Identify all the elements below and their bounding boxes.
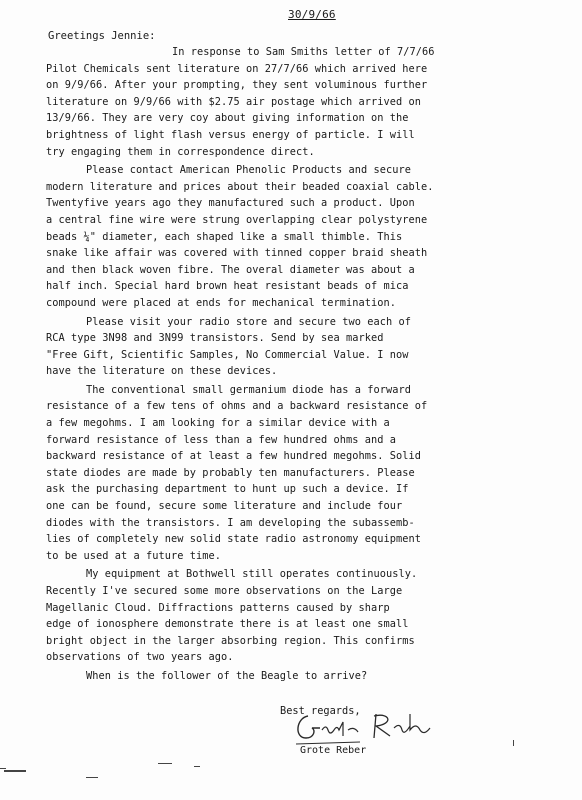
letter-line: When is the follower of the Beagle to arrive? <box>86 669 368 682</box>
letter-line: modern literature and prices about their beaded coaxial cable. <box>46 180 434 193</box>
letter-line: forward resistance of less than a few hundred ohms and a <box>46 433 396 446</box>
letter-paragraph <box>46 382 546 565</box>
letter-line: Recently I've secured some more observations on the Large <box>46 585 403 597</box>
letter-line: My equipment at Bothwell still operates continuously. <box>86 568 418 581</box>
letter-line: Magellanic Cloud. Diffractions patterns caused by sharp <box>46 601 390 614</box>
letter-line: RCA type 3N98 and 3N99 transistors. Send by sea marked <box>46 332 384 345</box>
letter-line: Please contact American Phenolic Products and secure <box>86 164 411 177</box>
letter-line: literature on 9/9/66 with $2.75 air postage which arrived on <box>46 95 421 108</box>
letter-line: "Free Gift, Scientific Samples, No Commercial Value. I now <box>46 348 409 361</box>
letter-line: diodes with the transistors. I am developing the subassemb- <box>46 516 415 529</box>
letter-line: Pilot Chemicals sent literature on 27/7/66 which arrived here <box>46 62 428 75</box>
letter-line: Twentyfive years ago they manufactured such a product. Upon <box>46 197 415 210</box>
letter-line: lies of completely new solid state radio astronomy equipment <box>46 533 421 546</box>
letter-line: backward resistance of at least a few hundred megohms. Solid <box>46 450 421 463</box>
letter-line: In response to Sam Smiths letter of 7/7/66 <box>172 46 435 58</box>
letter-line: 13/9/66. They are very coy about giving information on the <box>46 112 409 125</box>
letter-date: 30/9/66 <box>288 8 336 21</box>
letter-line: beads ¼" diameter, each shaped like a small thimble. This <box>46 230 403 243</box>
letter-line: resistance of a few tens of ohms and a backward resistance of <box>46 400 428 413</box>
letter-line: to be used at a future time. <box>46 549 221 562</box>
letter-paragraph <box>46 566 546 666</box>
letter-line: state diodes are made by probably ten manufacturers. Please <box>46 466 415 479</box>
letter-line: The conventional small germanium diode has a forward <box>86 383 411 396</box>
letter-line: a central fine wire were strung overlapping clear polystyrene <box>46 213 428 226</box>
letter-line: brightness of light flash versus energy of particle. I will <box>46 128 415 141</box>
scan-mark-bottom <box>86 777 98 778</box>
letter-line: and then black woven fibre. The overal diameter was about a <box>46 263 415 276</box>
scan-mark-left-2 <box>0 768 6 769</box>
letter-greeting: Greetings Jennie: <box>48 30 156 42</box>
letter-line: ask the purchasing department to hunt up such a device. If <box>46 483 409 496</box>
letter-line: snake like affair was covered with tinned copper braid sheath <box>46 247 428 260</box>
letter-line: bright object in the larger absorbing region. This confirms <box>46 634 415 647</box>
letter-closing: Best regards, <box>280 705 361 717</box>
letter-line: one can be found, secure some literature and include four <box>46 500 403 513</box>
letter-paragraph <box>46 668 546 685</box>
letter-paragraph <box>46 314 546 380</box>
letter-paragraph <box>46 162 546 311</box>
letter-line: Please visit your radio store and secure two each of <box>86 315 411 328</box>
letter-paragraph <box>46 44 546 160</box>
letter-line: half inch. Special hard brown heat resistant beads of mica <box>46 280 409 293</box>
letter-line: edge of ionosphere demonstrate there is at least one small <box>46 618 409 631</box>
signer-name: Grote Reber <box>300 745 367 756</box>
letter-line: a few megohms. I am looking for a similar device with a <box>46 417 390 430</box>
letter-line: try engaging them in correspondence direct. <box>46 145 315 158</box>
scan-mark-center-2 <box>194 766 200 767</box>
letter-body <box>46 44 546 687</box>
scan-mark-right <box>513 740 514 746</box>
letter-line: compound were placed at ends for mechanical termination. <box>46 296 396 309</box>
scan-mark-left <box>4 770 26 772</box>
letter-line: observations of two years ago. <box>46 651 234 664</box>
scan-mark-center <box>158 763 172 764</box>
letter-line: on 9/9/66. After your prompting, they sent voluminous further <box>46 79 428 92</box>
letter-line: have the literature on these devices. <box>46 365 278 378</box>
handwritten-signature <box>290 708 450 750</box>
